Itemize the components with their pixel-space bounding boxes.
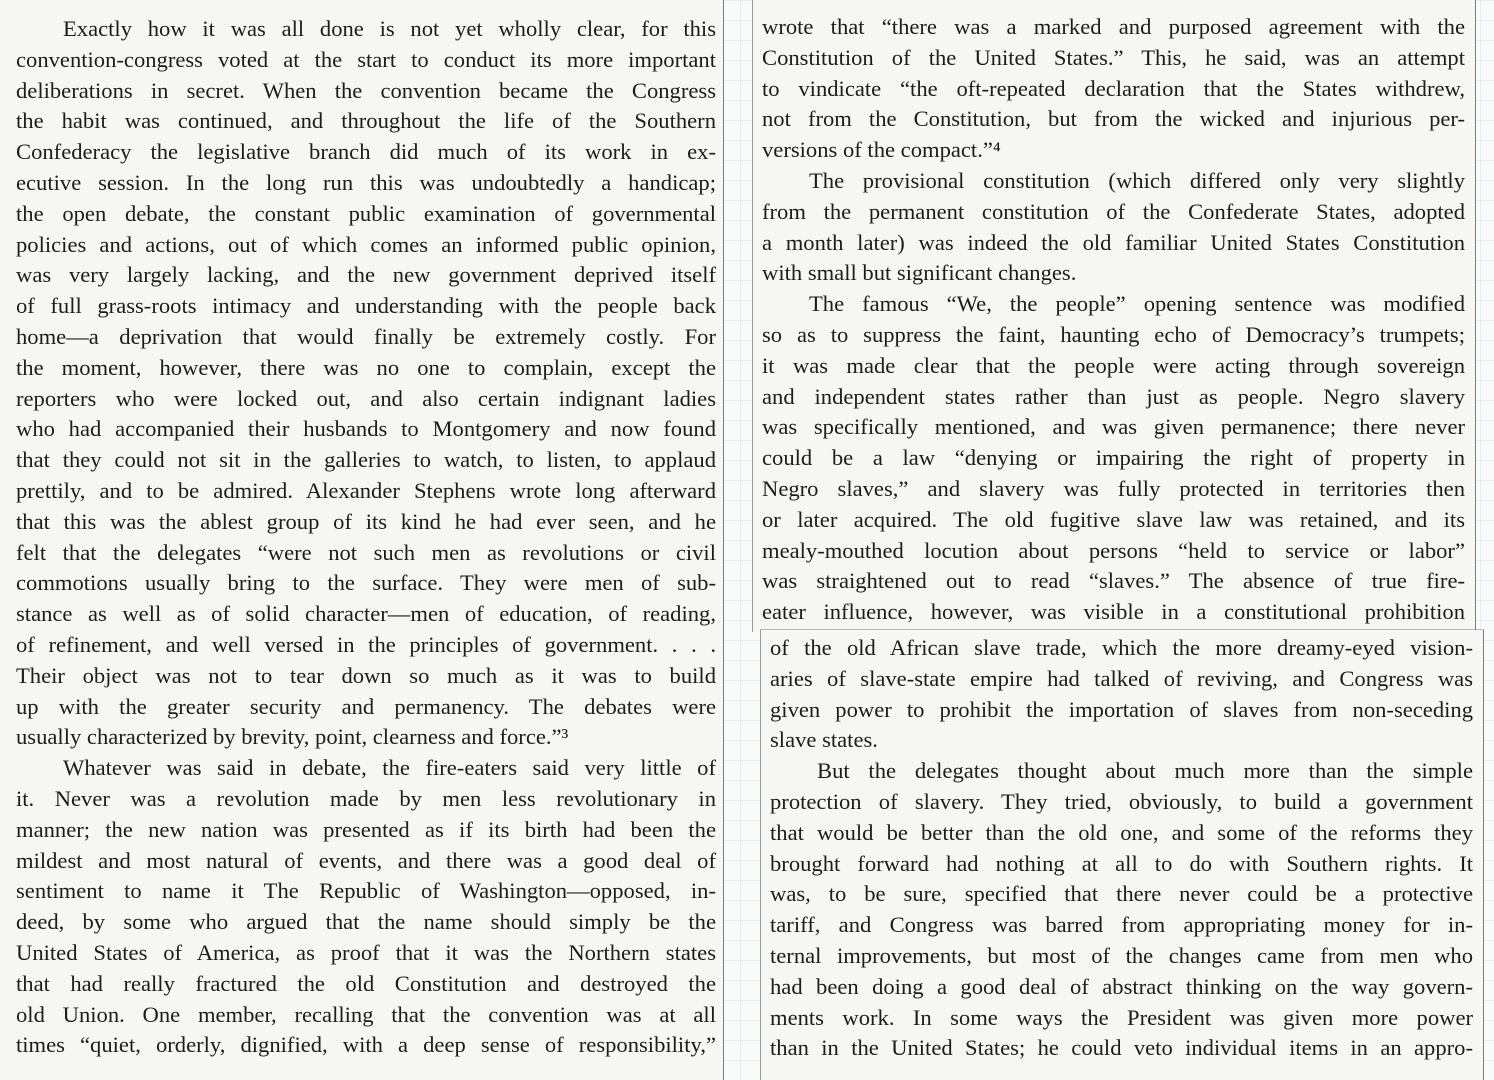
right-column-bottom-text-line: protection of slavery. They tried, obviously, to build a government — [770, 789, 1473, 814]
left-column-text-line: United States of America, as proof that it was the Northern states — [16, 940, 716, 965]
right-column-top-text-line: from the permanent constitution of the Confederate States, adopted — [762, 198, 1465, 224]
right-column-top-text-line: it was made clear that the people were acting through sovereign — [762, 352, 1465, 378]
right-column-bottom-text-line: tariff, and Congress was barred from appropriating money for in- — [770, 912, 1473, 938]
left-column-text-line: manner; the new nation was presented as if its birth had been the — [16, 816, 716, 842]
right-column-top-text-line: or later acquired. The old fugitive slave law was retained, and its — [762, 506, 1465, 532]
right-column-bottom-text-line: had been doing a good deal of abstract thinking on the way govern- — [770, 973, 1473, 999]
right-column-bottom-text-line: aries of slave-state empire had talked of reviving, and Congress was — [770, 665, 1473, 691]
right-column-top-text-line: a month later) was indeed the old familiar United States Constitution — [762, 229, 1465, 255]
right-column-top-text-line: Negro slaves,” and slavery was fully protected in territories then — [762, 476, 1465, 501]
right-column-top-text-line: Constitution of the United States.” This, he said, was an attempt — [762, 44, 1465, 70]
left-column-text-line: that they could not sit in the galleries to watch, to listen, to applaud — [16, 447, 716, 473]
left-column-text-line: Their object was not to tear down so much as it was to build — [16, 662, 716, 688]
left-column-text-line: policies and actions, out of which comes an informed public opinion, — [16, 231, 716, 257]
left-column-text-line: old Union. One member, recalling that the convention was at all — [16, 1001, 716, 1027]
right-column-bottom-text-line: was, to be sure, specified that there never could be a protective — [770, 881, 1473, 907]
left-column-text-line: prettily, and to be admired. Alexander Stephens wrote long afterward — [16, 478, 716, 503]
right-column-top-text-line: with small but significant changes. — [762, 260, 1077, 286]
left-column-text-line: usually characterized by brevity, point, clearness and force.”³ — [16, 724, 569, 750]
left-column-text-line: was very largely lacking, and the new government deprived itself — [16, 262, 716, 288]
right-column-top-text-line: The famous “We, the people” opening sentence was modified — [809, 291, 1465, 317]
left-column-text-line: of full grass-roots intimacy and understanding with the people back — [16, 293, 716, 319]
left-column-text-line: Exactly how it was all done is not yet wholly clear, for this — [63, 16, 716, 41]
left-column-text-line: of refinement, and well versed in the principles of government. . . . — [16, 632, 716, 657]
right-column-bottom-text-line: brought forward had nothing at all to do with Southern rights. It — [770, 850, 1473, 876]
left-column-text-line: stance as well as of solid character—men of education, of reading, — [16, 601, 716, 627]
right-column-bottom-text-line: ments work. In some ways the President was given more power — [770, 1004, 1473, 1030]
left-column-text-line: times “quiet, orderly, dignified, with a deep sense of responsibility,” — [16, 1032, 716, 1058]
left-column-text-line: up with the greater security and permanency. The debates were — [16, 693, 716, 719]
left-column-text-line: commotions usually bring to the surface. They were men of sub- — [16, 570, 716, 596]
left-column-text-line: the open debate, the constant public examination of governmental — [16, 200, 716, 226]
right-column-top-text-line: was specifically mentioned, and was given permanence; there never — [762, 414, 1465, 440]
left-column-text-line: home—a deprivation that would finally be extremely costly. For — [16, 324, 716, 349]
left-column-text-line: reporters who were locked out, and also certain indignant ladies — [16, 385, 716, 411]
left-column-text-line: that had really fractured the old Constitution and destroyed the — [16, 970, 716, 996]
left-column-text-line: the moment, however, there was no one to complain, except the — [16, 354, 716, 380]
right-column-bottom-text-line: But the delegates thought about much more than the simple — [817, 758, 1473, 784]
right-column-bottom-clipping — [760, 630, 1484, 1080]
right-column-top-text-line: versions of the compact.”⁴ — [762, 137, 1001, 163]
left-column-clipping — [0, 0, 724, 1080]
left-column-text-line: the habit was continued, and throughout the life of the Southern — [16, 108, 716, 134]
left-column-text-line: sentiment to name it The Republic of Washington—opposed, in- — [16, 878, 716, 904]
right-column-top-text-line: mealy-mouthed locution about persons “held to service or labor” — [762, 537, 1465, 563]
right-column-top-text-line: could be a law “denying or impairing the right of property in — [762, 445, 1465, 471]
right-column-top-text-line: and independent states rather than just as people. Negro slavery — [762, 383, 1465, 409]
left-column-text-line: mildest and most natural of events, and there was a good deal of — [16, 847, 716, 873]
right-column-top-clipping — [752, 0, 1476, 632]
left-column-text-line: who had accompanied their husbands to Montgomery and now found — [16, 416, 716, 442]
right-column-bottom-text-line: of the old African slave trade, which the more dreamy-eyed vision- — [770, 635, 1473, 660]
left-column-text-line: that this was the ablest group of its kind he had ever seen, and he — [16, 508, 716, 534]
right-column-bottom-text-line: given power to prohibit the importation of slaves from non-seceding — [770, 696, 1473, 722]
right-column-top-text-line: eater influence, however, was visible in a constitutional prohibition — [762, 599, 1465, 625]
left-column-text-line: it. Never was a revolution made by men less revolutionary in — [16, 786, 716, 811]
right-column-bottom-text-line: that would be better than the old one, and some of the reforms they — [770, 819, 1473, 845]
right-column-top-text-line: wrote that “there was a marked and purposed agreement with the — [762, 14, 1465, 39]
right-column-bottom-text-line: than in the United States; he could veto individual items in an appro- — [770, 1035, 1473, 1061]
left-column-text-line: deed, by some who argued that the name should simply be the — [16, 909, 716, 935]
right-column-top-text-line: was straightened out to read “slaves.” The absence of true fire- — [762, 568, 1465, 594]
left-column-text-line: felt that the delegates “were not such men as revolutions or civil — [16, 539, 716, 565]
right-column-top-text-line: so as to suppress the faint, haunting echo of Democracy’s trumpets; — [762, 322, 1465, 347]
left-column-text-line: convention-congress voted at the start to conduct its more important — [16, 46, 716, 72]
left-column-text-line: Whatever was said in debate, the fire-eaters said very little of — [63, 755, 716, 781]
left-column-text-line: ecutive session. In the long run this was undoubtedly a handicap; — [16, 170, 716, 195]
right-column-top-text-line: to vindicate “the oft-repeated declaration that the States withdrew, — [762, 75, 1465, 101]
right-column-top-text-line: not from the Constitution, but from the wicked and injurious per- — [762, 106, 1465, 132]
left-column-text-line: Confederacy the legislative branch did much of its work in ex- — [16, 139, 716, 165]
right-column-bottom-text-line: ternal improvements, but most of the changes came from men who — [770, 943, 1473, 968]
right-column-bottom-text-line: slave states. — [770, 727, 878, 753]
left-column-text-line: deliberations in secret. When the convention became the Congress — [16, 77, 716, 103]
right-column-top-text-line: The provisional constitution (which differed only very slightly — [809, 168, 1465, 193]
